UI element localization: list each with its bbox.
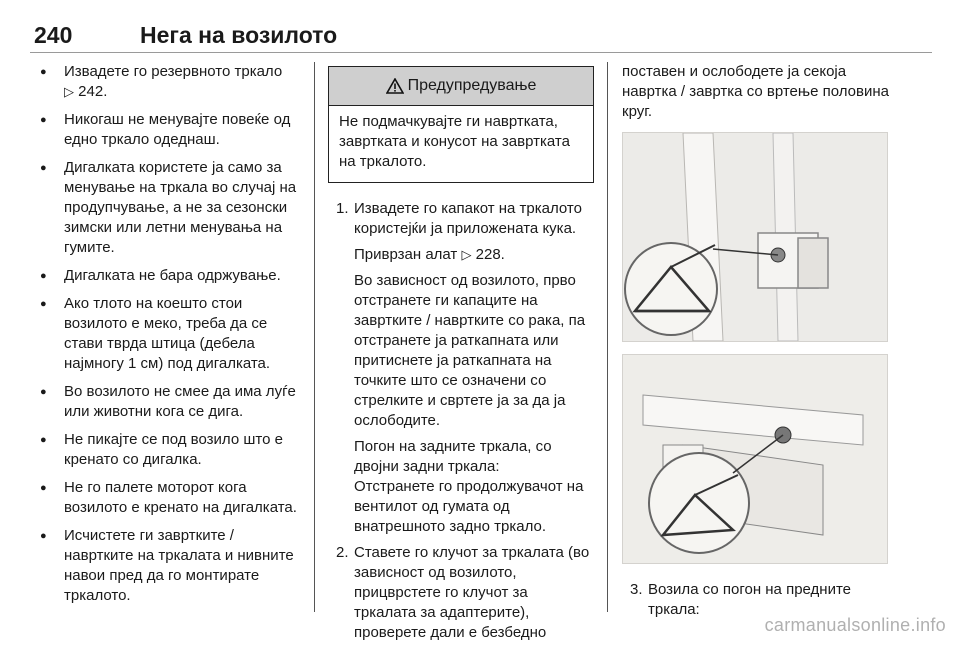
bullet-text: ● Исчистете ги завртките / навртките на тркалата и нивните навои пред да го монтирате тркалото. bbox=[64, 527, 294, 604]
list-item bbox=[40, 430, 302, 470]
step-number: 3. bbox=[630, 581, 643, 598]
bullet-text: ● Извадете го резервното тркало bbox=[64, 63, 283, 80]
step-number: 2. bbox=[336, 544, 349, 561]
arrow-ref-icon: ▷ bbox=[64, 84, 74, 99]
bullet-text: ● Дигалката не бара одржување. bbox=[64, 267, 281, 284]
cross-reference[interactable] bbox=[64, 83, 107, 100]
precaution-list bbox=[40, 62, 302, 606]
jack-illustration-rear bbox=[622, 354, 888, 564]
warning-title: Предупредување bbox=[407, 77, 537, 94]
column-divider bbox=[607, 62, 608, 612]
jack-illustration-front bbox=[622, 132, 888, 342]
column-right bbox=[622, 62, 892, 620]
ref-page[interactable]: 228. bbox=[475, 246, 505, 263]
ref-page: 242. bbox=[78, 83, 108, 100]
warning-box bbox=[328, 66, 594, 183]
warning-header bbox=[329, 67, 593, 106]
step-text: Возила со погон на предните тркала: bbox=[648, 581, 852, 618]
watermark-text: carmanualsonline.info bbox=[764, 615, 946, 635]
bullet-text: ● Не пикајте се под возило што е кренато со дигалка. bbox=[64, 431, 283, 468]
list-item bbox=[40, 266, 302, 286]
bullet-text: ● Дигалката користете ја само за менување на тркала во случај на продупчување, а не за сезонски зимски или летни менувања на гумите. bbox=[64, 159, 297, 256]
step-text: Отстранете го продолжувачот на вентилот од гумата од внатрешното задно тркало. bbox=[354, 478, 584, 535]
bullet-text: ● Во возилото не смее да има луѓе или животни кога се дига. bbox=[64, 383, 296, 420]
bullet-text: ● Ако тлото на коешто стои возилото е меко, треба да се стави тврда штица (дебела најмногу 1 см) под дигалката. bbox=[64, 295, 271, 372]
bullet-text: ● Не го палете моторот кога возилото е кренато на дигалката. bbox=[64, 479, 297, 516]
step-number: 1. bbox=[336, 200, 349, 217]
column-middle bbox=[328, 62, 594, 649]
step-item bbox=[328, 543, 594, 643]
step-item bbox=[622, 580, 892, 620]
list-item bbox=[40, 294, 302, 374]
step-item bbox=[328, 199, 594, 537]
bullet-text: ● Никогаш не менувајте повеќе од едно тркало одеднаш. bbox=[64, 111, 291, 148]
page-header bbox=[30, 22, 930, 52]
arrow-ref-icon: ▷ bbox=[461, 247, 472, 262]
jack-drawing-icon bbox=[623, 133, 887, 341]
continued-text: поставен и ослободете ја секоја навртка / завртка со вртење половина круг. bbox=[622, 63, 889, 120]
page-number: 240 bbox=[34, 22, 73, 48]
steps-list bbox=[328, 199, 594, 643]
list-item bbox=[40, 526, 302, 606]
step-text: Во зависност од возилото, прво отстранете ги капаците на завртките / навртките со рака, па отстранете ја раткапната или притиснете ја раткапната на точките што се означени со стрелките и свртете ја за да ја ослободите. bbox=[354, 272, 586, 429]
tool-reference bbox=[354, 245, 594, 265]
list-item bbox=[40, 478, 302, 518]
list-item bbox=[40, 110, 302, 150]
list-item bbox=[40, 382, 302, 422]
jack-drawing-icon bbox=[623, 355, 887, 563]
column-divider bbox=[314, 62, 315, 612]
header-divider bbox=[30, 52, 932, 53]
column-left bbox=[40, 62, 302, 614]
page-title: Нега на возилото bbox=[140, 22, 338, 48]
warning-triangle-icon bbox=[386, 78, 404, 94]
step-text: Ставете го клучот за тркалата (во зависност од возилото, прицврстете го клучот за тркалата за адаптерите), проверете дали е безбедно bbox=[354, 544, 590, 641]
tool-label: Приврзан алат bbox=[354, 246, 458, 263]
list-item bbox=[40, 158, 302, 258]
warning-text: Не подмачкувајте ги навртката, завртката и конусот на завртката на тркалото. bbox=[339, 113, 570, 170]
list-item bbox=[40, 62, 302, 102]
step-text: Извадете го капакот на тркалото користејќи ја приложената кука. bbox=[354, 200, 582, 237]
step-text: Погон на задните тркала, со двојни задни тркала: bbox=[354, 438, 552, 475]
